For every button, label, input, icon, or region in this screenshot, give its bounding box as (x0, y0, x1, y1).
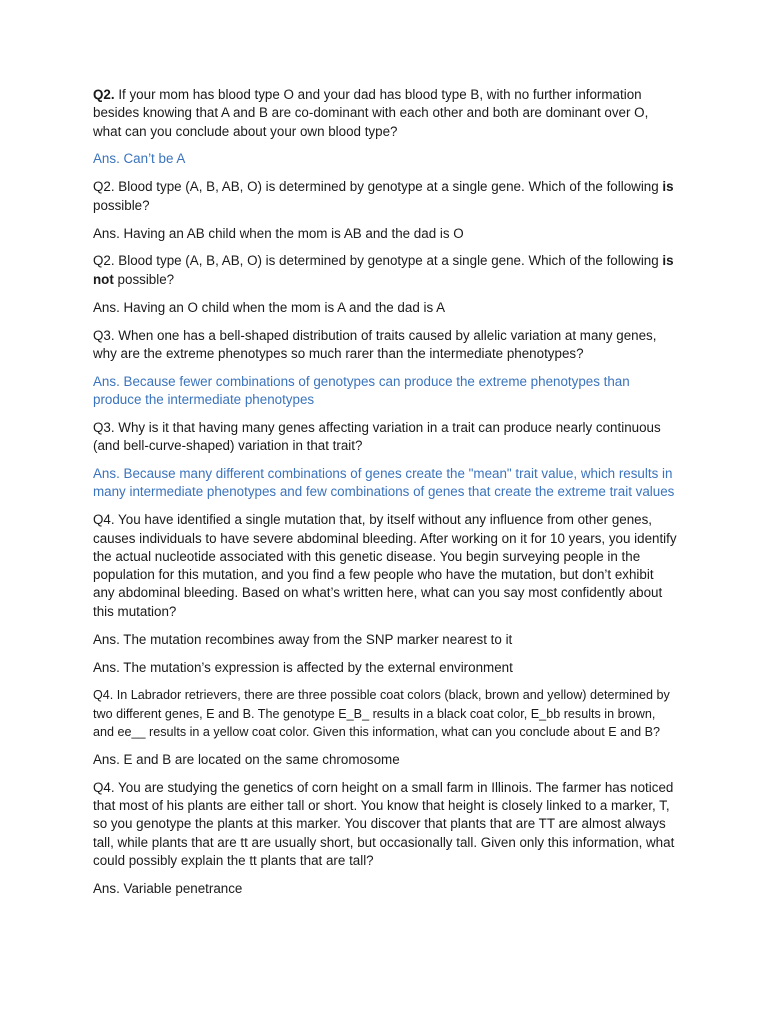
question-corn-height: Q4. You are studying the genetics of corn height on a small farm in Illinois. The farmer has noticed that most of his plants are either tall or short. You know that height is closely linked to a marker, T, so you genotype the plants at this marker. You discover that plants that are TT are almost always tall, while plants that are tt are usually short, but occasionally tall. Given only this information, what could possibly explain the tt plants that are tall? (93, 779, 675, 868)
question-continuous-variation: Q3. Why is it that having many genes affecting variation in a trait can produce nearly continuous (and bell-curve-shaped) variation in that trait? (93, 419, 661, 454)
question-blood-type-conclusion (93, 86, 678, 141)
answer-blood-type-not-possible: Ans. Having an O child when the mom is A and the dad is A (93, 299, 446, 315)
answer-labrador-coat: Ans. E and B are located on the same chromosome (93, 751, 400, 767)
question-blood-type-possible (93, 178, 678, 215)
question-text-end: possible? (113, 271, 175, 287)
answer-mutation-environment: Ans. The mutation’s expression is affected by the external environment (93, 659, 513, 675)
answer-mutation-recombines: Ans. The mutation recombines away from the SNP marker nearest to it (93, 631, 513, 647)
question-text: Q2. Blood type (A, B, AB, O) is determined by genotype at a single gene. Which of the following (93, 179, 663, 195)
question-text-end: possible? (93, 197, 150, 213)
answer-continuous-variation: Ans. Because many different combinations of genes create the "mean" trait value, which results in many intermediate phenotypes and few combinations of genes that create the extreme trait values (93, 466, 675, 500)
answer-blood-type-possible: Ans. Having an AB child when the mom is AB and the dad is O (93, 225, 464, 241)
question-extreme-phenotypes: Q3. When one has a bell-shaped distribution of traits caused by allelic variation at many genes, why are the extreme phenotypes so much rarer than the intermediate phenotypes? (93, 327, 657, 361)
answer-blood-type-conclusion: Ans. Can’t be A (93, 151, 186, 167)
answer-extreme-phenotypes: Ans. Because fewer combinations of genotypes can produce the extreme phenotypes than produce the intermediate phenotypes (93, 373, 630, 408)
question-blood-type-not-possible (93, 252, 678, 289)
emphasis-is: is (662, 179, 674, 195)
question-label: Q2. (93, 87, 115, 102)
emphasis-is: is (662, 253, 674, 269)
emphasis-not: not (93, 271, 114, 287)
document-body (93, 86, 678, 908)
answer-corn-height: Ans. Variable penetrance (93, 880, 243, 896)
question-text: If your mom has blood type O and your dad has blood type B, with no further information besides knowing that A and B are co-dominant with each other and both are dominant over O, what can you conclude about your own blood type? (93, 87, 649, 139)
question-labrador-coat: Q4. In Labrador retrievers, there are three possible coat colors (black, brown and yellow) determined by two different genes, E and B. The genotype E_B_ results in a black coat color, E_bb results in brown, and ee__ results in a yellow coat color. Given this information, what can you conclude about E and B? (93, 688, 670, 740)
question-text: Q2. Blood type (A, B, AB, O) is determined by genotype at a single gene. Which of the following (93, 253, 663, 269)
question-mutation-bleeding: Q4. You have identified a single mutation that, by itself without any influence from other genes, causes individuals to have severe abdominal bleeding. After working on it for 10 years, you identify the actual nucleotide associated with this genetic disease. You begin surveying people in the population for this mutation, and you find a few people who have the mutation, but don’t exhibit any abdominal bleeding. Based on what’s written here, what can you say most confidently about this mutation? (93, 512, 677, 619)
